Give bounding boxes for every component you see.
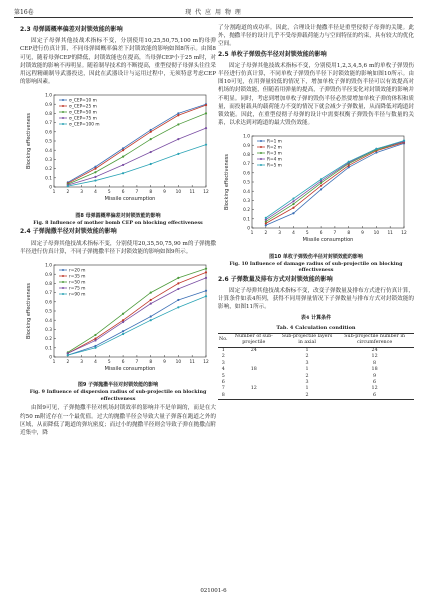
x-tick-label: 1 <box>250 231 254 237</box>
x-tick-label: 6 <box>121 359 125 365</box>
y-tick-label: 0 <box>49 186 52 192</box>
y-tick-label: 0.6 <box>243 171 250 177</box>
table-cell: 2 <box>305 373 309 379</box>
y-tick-label: 0.1 <box>243 217 250 223</box>
paragraph-2-6: 固定子母弹其他技战术指标不变，改变子弹数量及排布方式进行仿真计算，计算条件如表4所列，获得不同用弹量情况下子弹数量与排布方式对封锁效能的影响，如图11所示。 <box>218 288 414 311</box>
table-header-row <box>218 334 414 348</box>
data-point <box>150 163 152 165</box>
legend-label: σ_CEP=50 m <box>69 111 97 117</box>
x-tick-label: 7 <box>135 359 139 365</box>
table-cell: 8 <box>218 393 229 400</box>
header-rule <box>14 17 413 18</box>
y-tick-label: 0.3 <box>243 199 250 205</box>
x-tick-label: 6 <box>121 190 125 196</box>
table-cell: 8 <box>373 360 377 366</box>
x-tick-label: 7 <box>333 231 337 237</box>
paragraph-2-4: 固定子母弹其他技战术指标不变，分别使用20,35,50,75,90 m的子弹抛撒半径进行仿真计算，不同子弹抛撒半径下封锁效能的影响如图9所示。 <box>20 240 216 255</box>
legend-label: r=20 m <box>69 268 86 274</box>
table-cell: 3 <box>305 360 309 366</box>
x-tick-label: 12 <box>203 190 209 196</box>
x-tick-label: 2 <box>264 231 268 237</box>
series-line <box>266 142 404 222</box>
data-point <box>150 151 152 153</box>
y-tick-label: 0.5 <box>45 309 52 315</box>
y-axis-label: Blocking effectiveness <box>26 113 32 170</box>
legend-label: σ_CEP=100 m <box>69 123 100 129</box>
data-point <box>67 185 69 187</box>
table-cell: 7 <box>221 386 225 392</box>
legend-label: r=35 m <box>69 274 86 280</box>
data-point <box>150 131 152 133</box>
y-tick-label: 0.8 <box>45 281 52 287</box>
legend-label: σ_CEP=25 m <box>69 105 97 111</box>
x-tick-label: 9 <box>361 231 364 237</box>
fig9-caption-cn: 图9 子弹抛撒半径对封锁效能的影响 <box>77 382 159 389</box>
y-tick-label: 0.8 <box>243 153 250 159</box>
data-point <box>205 290 207 292</box>
x-tick-label: 2 <box>66 190 70 196</box>
data-point <box>177 124 179 126</box>
data-point <box>177 115 179 117</box>
data-point <box>320 185 322 187</box>
data-point <box>292 213 294 215</box>
x-tick-label: 10 <box>175 190 182 196</box>
y-tick-label: 0.7 <box>45 291 52 297</box>
data-point <box>94 168 96 170</box>
table-body <box>218 347 414 399</box>
series-line <box>266 143 404 224</box>
table4-caption-cn: 表4 计算条件 <box>300 314 332 321</box>
data-point <box>67 354 69 356</box>
table-header-cell: Sub-projectile layers in axial <box>279 334 335 348</box>
series-line <box>68 296 206 355</box>
x-tick-label: 5 <box>107 190 111 196</box>
x-axis-label: Missile consumption <box>104 365 156 372</box>
data-point <box>320 179 322 181</box>
data-point <box>94 347 96 349</box>
fig8-caption-cn: 图8 母弹圆概率偏差对封锁效能的影响 <box>75 212 161 219</box>
x-axis-label: Missile consumption <box>302 237 354 244</box>
x-tick-label: 10 <box>373 231 380 237</box>
x-tick-label: 6 <box>319 231 323 237</box>
data-point <box>205 104 207 106</box>
y-tick-label: 0.4 <box>45 149 52 155</box>
data-point <box>265 217 267 219</box>
data-point <box>177 299 179 301</box>
calc-table <box>218 333 414 400</box>
y-tick-label: 0.7 <box>243 162 250 168</box>
y-tick-label: 0.8 <box>45 112 52 118</box>
table-row <box>218 393 414 400</box>
table-cell: 24 <box>250 347 257 353</box>
legend-label: R=4 m <box>267 158 282 164</box>
y-tick-label: 0.9 <box>45 103 52 109</box>
journal-title: 现 代 应 用 物 理 <box>185 9 242 16</box>
y-tick-label: 0.6 <box>45 300 52 306</box>
paragraph-2-5: 固定子母弹其他技战术指标不变，分别使用1,2,3,4,5,6 m的单枚子弹毁伤半径进行仿真计算，不同单枚子弹毁伤半径下封锁效能的影响如图10所示。由图10可见，在用弹量较低的情况下，增加单枚子弹的毁伤半径可以有效提高对机场的封锁效能，但随着用弹量的提高，子弹毁伤半径变化对封锁效能的影响并不明显。同时，考虑到增加单枚子弹的毁伤半径必然要增加单枚子弹的体积和质量，而投射载具的载荷能力不变的情况下就会减少子弹数量，从而降低对跑道封锁效能。因此，在重型侵彻子母弹的设计中需要权衡子弹毁伤半径与数量的关系，以求达到对跑道的最大毁伤效能。 <box>218 62 414 127</box>
table4-caption-en: Tab. 4 Calculation condition <box>276 324 356 331</box>
data-point <box>292 207 294 209</box>
data-point <box>320 189 322 191</box>
table-header-cell: Number of sub-projectile <box>229 334 279 348</box>
data-point <box>122 321 124 323</box>
chart-fig9 <box>20 259 216 377</box>
x-tick-label: 5 <box>107 359 111 365</box>
table-header-cell: Sub-projectile number in circumference <box>335 334 414 348</box>
data-point <box>150 319 152 321</box>
data-point <box>94 176 96 178</box>
y-tick-label: 0.5 <box>45 140 52 146</box>
y-tick-label: 0.4 <box>243 190 250 196</box>
legend-marker <box>62 117 64 119</box>
legend-label: r=50 m <box>69 280 86 286</box>
data-point <box>348 161 350 163</box>
x-tick-label: 4 <box>292 231 295 237</box>
legend-marker <box>62 99 64 101</box>
data-point <box>292 201 294 203</box>
x-tick-label: 9 <box>163 190 166 196</box>
table-cell: 12 <box>371 354 378 360</box>
legend-marker <box>62 269 64 271</box>
data-point <box>292 203 294 205</box>
data-point <box>122 164 124 166</box>
data-point <box>205 271 207 273</box>
data-point <box>94 172 96 174</box>
x-tick-label: 11 <box>189 359 195 365</box>
y-tick-label: 0.9 <box>243 144 250 150</box>
y-tick-label: 1.0 <box>243 135 250 141</box>
legend-marker <box>260 158 262 160</box>
data-point <box>177 288 179 290</box>
x-tick-label: 10 <box>175 359 182 365</box>
y-axis-label: Blocking effectiveness <box>224 154 230 211</box>
section-heading-2-3: 2.3 母弹圆概率偏差对封锁效能的影响 <box>20 26 123 33</box>
table-cell: 1 <box>305 347 309 353</box>
chart-fig10 <box>218 130 414 248</box>
legend-marker <box>260 152 262 154</box>
legend-label: R=2 m <box>267 146 282 152</box>
series-line <box>68 129 206 186</box>
series-line <box>68 145 206 186</box>
section-heading-2-5: 2.5 单枚子弹毁伤半径对封锁效能的影响 <box>218 50 327 58</box>
table-cell: 6 <box>221 379 225 385</box>
legend-label: σ_CEP=10 m <box>69 99 97 105</box>
legend-marker <box>62 275 64 277</box>
table-cell: 1 <box>221 347 225 353</box>
x-tick-label: 12 <box>203 359 209 365</box>
data-point <box>177 138 179 140</box>
y-tick-label: 1.0 <box>45 263 52 269</box>
legend-label: σ_CEP=75 m <box>69 117 97 123</box>
data-point <box>403 140 405 142</box>
table-cell: 6 <box>335 393 414 400</box>
table-cell: 4 <box>221 367 225 373</box>
fig10-caption-en: Fig. 10 Influence of damage radius of sub-projectile on blocking effectiveness <box>229 260 403 274</box>
y-tick-label: 0 <box>49 355 52 361</box>
y-tick-label: 0.7 <box>45 121 52 127</box>
legend-label: R=1 m <box>267 140 282 146</box>
data-point <box>150 291 152 293</box>
y-axis-label: Blocking effectiveness <box>26 282 32 339</box>
table-cell <box>229 393 279 400</box>
table-cell: 3 <box>221 360 225 366</box>
legend-marker <box>260 146 262 148</box>
y-tick-label: 0.6 <box>45 130 52 136</box>
x-tick-label: 4 <box>94 359 97 365</box>
paragraph-continued: 了分割跑道的成功率。因此，合理设计抛撒半径是重型侵彻子母弹的关键。此外，抛撒半径的设计几乎不受母弹载荷能力与空间特征的约束，具有较大的优化空间。 <box>218 25 414 48</box>
legend-marker <box>62 293 64 295</box>
x-axis-label: Missile consumption <box>104 196 156 203</box>
data-point <box>122 313 124 315</box>
data-point <box>122 330 124 332</box>
figure-9 <box>20 259 216 402</box>
table-cell: 12 <box>371 386 378 392</box>
legend-label: r=90 m <box>69 292 86 298</box>
paragraph-2-3: 固定子母弹其他技战术指标不变，分别使用10,25,50,75,100 m的母弹CEP进行仿真计算，不同母弹圆概率偏差下封锁效能的影响如图8所示。由图8可见，随着母弹CEP的降低，封锁效能也在提高，当母弹CEP小于25 m时，对封锁效能的影响不再明显。随着制导技术的不断提高，重型侵彻子母弹头往往采用远程精确制导武器投送，因此在武器设计与运用过程中，无须特意考虑CEP的影响因素。 <box>20 38 216 86</box>
right-column <box>218 24 414 400</box>
table-cell: 6 <box>373 379 377 385</box>
y-tick-label: 0.4 <box>45 318 52 324</box>
x-tick-label: 4 <box>94 190 97 196</box>
data-point <box>375 148 377 150</box>
table-cell: 12 <box>250 386 257 392</box>
x-tick-label: 12 <box>401 231 407 237</box>
data-point <box>150 315 152 317</box>
data-point <box>177 153 179 155</box>
y-tick-label: 0.2 <box>243 208 250 214</box>
data-point <box>177 306 179 308</box>
data-point <box>205 127 207 129</box>
fig8-caption-en: Fig. 8 Influence of mother bomb CEP on blocking effectiveness <box>33 219 203 226</box>
data-point <box>150 302 152 304</box>
table-cell: 5 <box>221 373 225 379</box>
x-tick-label: 7 <box>135 190 139 196</box>
data-point <box>205 144 207 146</box>
section-heading-2-6: 2.6 子弹数量及排布方式对封锁效能的影响 <box>218 275 333 283</box>
x-tick-label: 3 <box>80 190 84 196</box>
section-heading-2-4: 2.4 子弹抛撒半径对封锁效能的影响 <box>20 228 117 236</box>
chart-fig8 <box>20 89 216 207</box>
data-point <box>150 138 152 140</box>
legend-marker <box>260 140 262 142</box>
volume-label: 第16卷 <box>14 9 34 16</box>
fig9-caption-en: Fig. 9 Influence of dispersion radius of sub-projectile on blocking effectiveness <box>29 389 207 402</box>
data-point <box>94 334 96 336</box>
table-row <box>218 347 414 354</box>
data-point <box>205 277 207 279</box>
data-point <box>292 198 294 200</box>
series-line <box>68 291 206 355</box>
y-tick-label: 0.1 <box>45 176 52 182</box>
x-tick-label: 5 <box>305 231 309 237</box>
table-cell: 3 <box>305 379 309 385</box>
legend-marker <box>62 281 64 283</box>
table-cell: 18 <box>250 367 257 373</box>
y-tick-label: 0.3 <box>45 158 52 164</box>
x-tick-label: 9 <box>163 359 166 365</box>
legend-marker <box>260 164 262 166</box>
data-point <box>122 333 124 335</box>
legend-marker <box>62 123 64 125</box>
y-tick-label: 0.3 <box>45 327 52 333</box>
page-footer: 021001-6 <box>200 588 227 594</box>
data-point <box>177 277 179 279</box>
data-point <box>150 299 152 301</box>
y-tick-label: 0.9 <box>45 272 52 278</box>
legend-label: R=3 m <box>267 152 282 158</box>
table-header-cell: No. <box>218 334 229 348</box>
y-tick-label: 0.5 <box>243 181 250 187</box>
legend-label: r=75 m <box>69 286 86 292</box>
x-tick-label: 8 <box>149 359 153 365</box>
x-tick-label: 3 <box>80 359 84 365</box>
series-line <box>266 144 404 226</box>
y-tick-label: 0.2 <box>45 167 52 173</box>
data-point <box>205 113 207 115</box>
figure-8 <box>20 89 216 226</box>
y-tick-label: 1.0 <box>45 94 52 100</box>
x-tick-label: 1 <box>52 359 56 365</box>
x-tick-label: 3 <box>278 231 282 237</box>
data-point <box>177 282 179 284</box>
table-cell: 18 <box>371 367 378 373</box>
data-point <box>205 295 207 297</box>
x-tick-label: 2 <box>66 359 70 365</box>
y-tick-label: 0 <box>247 227 250 233</box>
legend-marker <box>62 105 64 107</box>
table-cell: 1 <box>305 367 309 373</box>
data-point <box>122 156 124 158</box>
table-cell: 1 <box>305 386 309 392</box>
left-column <box>20 24 216 437</box>
table-cell: 2 <box>305 354 309 360</box>
legend-label: R=5 m <box>267 164 282 170</box>
legend-marker <box>62 287 64 289</box>
table-cell: 9 <box>373 373 377 379</box>
paragraph-after-fig9: 由图9可见，子弹抛撒半径对机场封锁效率的影响并不是单调的，而是在大约50 m附近存在一个最优值。过大的抛撒半径会导致大量子弹落在跑道之外的区域，从而降低了跑道的弹坑密度；而过小的抛撒半径则会导致子弹在抛撒点附近集中，降 <box>20 405 216 436</box>
x-tick-label: 8 <box>347 231 351 237</box>
table-cell: 2 <box>221 354 225 360</box>
y-tick-label: 0.2 <box>45 337 52 343</box>
data-point <box>94 339 96 341</box>
data-point <box>122 150 124 152</box>
figure-10 <box>218 130 414 273</box>
table-cell: 24 <box>371 347 378 353</box>
x-tick-label: 8 <box>149 190 153 196</box>
x-tick-label: 11 <box>387 231 393 237</box>
x-tick-label: 11 <box>189 190 195 196</box>
data-point <box>205 268 207 270</box>
legend-marker <box>62 111 64 113</box>
y-tick-label: 0.1 <box>45 346 52 352</box>
data-point <box>94 180 96 182</box>
fig10-caption-cn: 图10 单枚子弹毁伤半径对封锁效能的影响 <box>269 253 363 260</box>
table-cell: 2 <box>279 393 335 400</box>
x-tick-label: 1 <box>52 190 56 196</box>
data-point <box>122 173 124 175</box>
